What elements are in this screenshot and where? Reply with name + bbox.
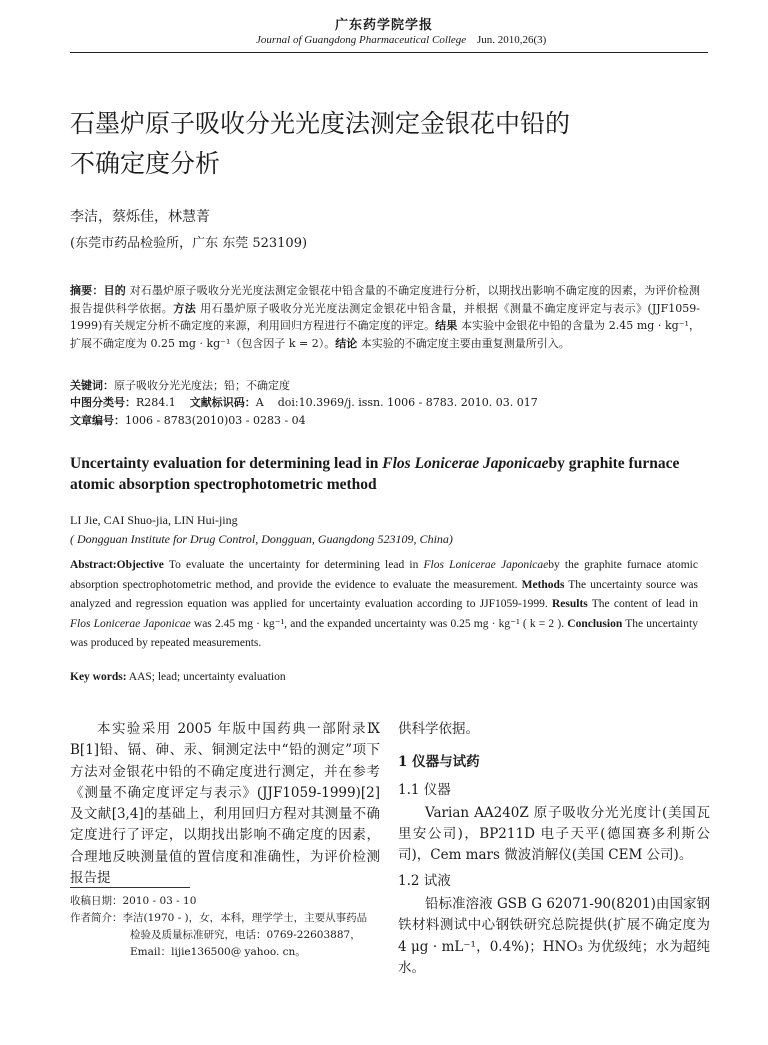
abstract-en-label: Abstract: <box>70 559 117 571</box>
doc-code-label: 文献标识码： <box>189 396 256 409</box>
body-left-column <box>70 719 380 889</box>
clc-label: 中图分类号： <box>70 396 136 409</box>
abstract-en-objective-2: by the graphite furnace atomic absorption spectrophotometric method, and provide the evidence to evaluate the measurement. <box>70 559 698 591</box>
abstract-en-result-2: was 2.45 mg · kg⁻¹, and the expanded uncertainty was 0.25 mg · kg⁻¹ ( k = 2 ). <box>190 617 568 630</box>
abstract-en-conclusion: The uncertainty was produced by repeated measurements. <box>70 617 698 649</box>
instruments-paragraph: Varian AA240Z 原子吸收分光光度计(美国瓦里安公司)，BP211D 电子天平(德国赛多利斯公司)，Cem mars 微波消解仪(美国 CEM 公司)。 <box>398 804 710 864</box>
author-bio-cont: 检验及质量标准研究，电话：0769-22603887， <box>130 929 361 941</box>
abstract-cn-method: 用石墨炉原子吸收分光光度法测定金银花中铅含量，并根据《测量不确定度评定与表示》(JJF1059-1999)有关规定分析不确定度的来源，利用回归方程进行不确定度的评定。 <box>70 301 701 332</box>
journal-name-en: Journal of Guangdong Pharmaceutical College <box>256 34 467 46</box>
footnote-rule <box>70 887 190 888</box>
keywords-cn-label: 关键词： <box>70 379 114 392</box>
abstract-en-objective: To evaluate the uncertainty for determining lead in <box>163 559 424 571</box>
author-bio: 作者简介：李洁(1970 - )，女，本科，理学学士，主要从事药品 <box>70 912 368 924</box>
title-en-part2: by graphite furnace atomic absorption spectrophotometric method <box>70 455 680 493</box>
abstract-cn <box>70 282 700 352</box>
article-title-en <box>70 453 700 495</box>
reagents-paragraph: 铅标准溶液 GSB G 62071-90(8201)由国家钢铁材料测试中心钢铁研究总院提供(扩展不确定度为 4 μg · mL⁻¹，0.4%)；HNO₃ 为优级纯；水为超纯水。 <box>398 896 710 976</box>
classification-line <box>70 395 700 411</box>
received-date: 收稿日期：2010 - 03 - 10 <box>70 895 197 907</box>
authors-en: LI Jie, CAI Shuo-jia, LIN Hui-jing <box>70 513 238 527</box>
article-number: 1006 - 8783(2010)03 - 0283 - 04 <box>125 414 306 427</box>
abstract-cn-result: 本实验中金银花中铅的含量为 2.45 mg · kg⁻¹，扩展不确定度为 0.25 mg · kg⁻¹（包含因子 k = 2）。 <box>70 319 700 350</box>
clc-number: R284.1 <box>136 396 176 409</box>
doi: doi:10.3969/j. issn. 1006 - 8783. 2010. 03. 017 <box>277 396 538 409</box>
article-title-cn <box>70 104 690 184</box>
title-cn-line1: 石墨炉原子吸收分光光度法测定金银花中铅的 <box>70 109 571 138</box>
abstract-cn-objective-label: 目的 <box>103 284 126 297</box>
subsection-heading-1-2: 1.2 试液 <box>398 872 451 889</box>
keywords-cn-line <box>70 378 700 394</box>
body-right-column <box>398 719 710 979</box>
journal-name-cn: 广东药学院学报 <box>334 18 433 33</box>
abstract-cn-result-label: 结果 <box>435 319 458 332</box>
intro-paragraph: 本实验采用 2005 年版中国药典一部附录Ⅸ B[1]铅、镉、砷、汞、铜测定法中“铅的测定”项下方法对金银花中铅的不确定度进行测定，并在参考《测量不确定度评定与表示》(JJF1059-1999)[2]及文献[3,4]的基础上，利用回归方程对其测量不确定度进行了评定，以期找出影响不确定度的因素，合理地反映测量值的置信度和准确性，为评价检测报告提 <box>70 721 380 887</box>
keywords-en: AAS; lead; uncertainty evaluation <box>126 671 286 683</box>
title-cn-line2: 不确定度分析 <box>70 149 221 178</box>
abstract-en-conclusion-label: Conclusion <box>567 617 623 630</box>
section-heading-1: 1 仪器与试药 <box>398 754 480 771</box>
keywords-cn: 原子吸收分光光度法；铅；不确定度 <box>114 379 290 392</box>
abstract-en-objective-label: Objective <box>116 559 164 571</box>
intro-continuation: 供科学依据。 <box>398 721 479 737</box>
abstract-en-species-1: Flos Lonicerae Japonicae <box>423 559 549 571</box>
authors-cn: 李洁，蔡烁佳，林慧菁 <box>70 209 210 225</box>
abstract-en-result-label: Results <box>551 598 588 610</box>
abstract-cn-conclusion-label: 结论 <box>335 336 358 350</box>
footnote <box>70 893 382 961</box>
abstract-cn-objective: 对石墨炉原子吸收分光光度法测定金银花中铅含量的不确定度进行分析，以期找出影响不确定度的因素，为评价检测报告提供科学依据。 <box>70 284 700 315</box>
header-rule <box>70 52 708 53</box>
abstract-cn-conclusion: 本实验的不确定度主要由重复测量所引入。 <box>357 336 570 350</box>
abstract-en <box>70 556 698 654</box>
article-number-line <box>70 413 700 429</box>
affiliation-en: ( Dongguan Institute for Drug Control, Dongguan, Guangdong 523109, China) <box>70 532 453 546</box>
abstract-en-result: The content of lead in <box>587 598 699 610</box>
affiliation-cn: (东莞市药品检验所，广东 东莞 523109) <box>70 236 308 251</box>
subsection-heading-1-1: 1.1 仪器 <box>398 781 451 798</box>
journal-issue: Jun. 2010,26(3) <box>476 34 547 46</box>
abstract-en-method-label: Methods <box>521 578 565 591</box>
article-number-label: 文章编号： <box>70 414 125 427</box>
abstract-en-species-2: Flos Lonicerae Japonicae <box>70 617 191 630</box>
title-en-part1: Uncertainty evaluation for determining lead in <box>70 455 383 472</box>
keywords-en-line <box>70 671 286 683</box>
abstract-cn-label: 摘要： <box>70 284 104 297</box>
author-email: Email：lijie136500@ yahoo. cn。 <box>130 946 306 958</box>
abstract-en-method: The uncertainty source was analyzed and regression equation was applied for uncertainty evaluation according to JJF1059-1999. <box>70 578 699 610</box>
doc-code: A <box>255 396 264 409</box>
keywords-en-label: Key words: <box>70 671 127 683</box>
journal-header-en <box>256 34 546 46</box>
title-en-species: Flos Lonicerae Japonicae <box>382 455 549 472</box>
abstract-cn-method-label: 方法 <box>173 301 197 315</box>
